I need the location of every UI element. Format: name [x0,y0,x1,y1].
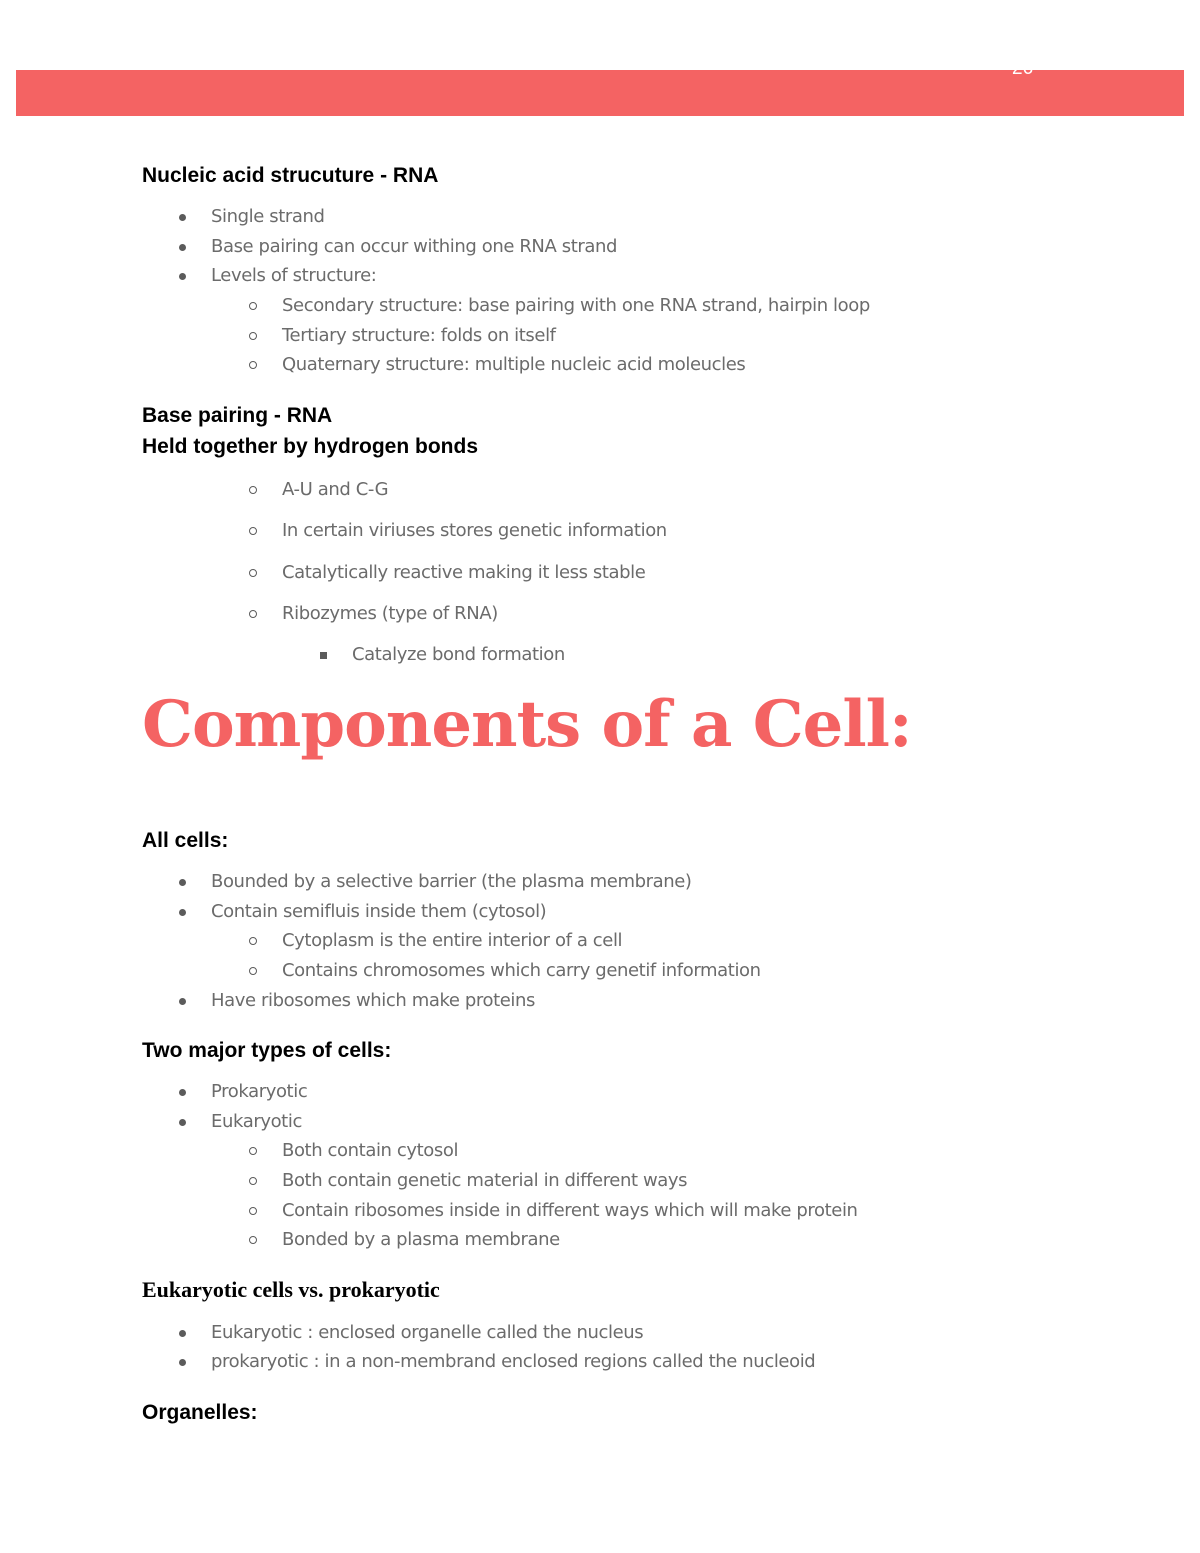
section-heading-two-types: Two major types of cells: [142,1039,392,1062]
header-bar [16,70,1184,116]
list-item [211,1320,643,1346]
circle-bullet-icon [249,569,257,577]
section-heading-euk-vs-prok: Eukaryotic cells vs. prokaryotic [142,1277,440,1302]
page-title: Components of a Cell: [142,687,912,762]
page-number: 26 [1012,58,1034,79]
disc-bullet-icon [179,909,186,916]
list-item [282,1198,858,1224]
list-item-text: Have ribosomes which make proteins [211,990,536,1011]
section-heading-organelles: Organelles: [142,1401,258,1424]
list-item-text: A-U and C-G [282,479,389,500]
list-item-text: Cytoplasm is the entire interior of a cell [282,930,623,951]
list-item [282,352,745,378]
disc-bullet-icon [179,1330,186,1337]
list-item-text: Contains chromosomes which carry genetif information [282,960,761,981]
circle-bullet-icon [249,486,257,494]
section-subheading-hydrogen-bonds: Held together by hydrogen bonds [142,435,479,458]
list-item-text: In certain viriuses stores genetic information [282,520,667,541]
list-item-text: Both contain cytosol [282,1140,459,1161]
section-heading-all-cells: All cells: [142,829,229,852]
circle-bullet-icon [249,1147,257,1155]
circle-bullet-icon [249,302,257,310]
list-item [211,899,546,925]
list-item [282,601,498,627]
circle-bullet-icon [249,1207,257,1215]
list-item [282,323,556,349]
list-item [211,988,535,1014]
list-item-text: Levels of structure: [211,265,377,286]
list-item [352,642,565,668]
section-heading-base-pairing: Base pairing - RNA [142,404,333,427]
list-item [211,263,376,289]
circle-bullet-icon [249,610,257,618]
list-item [211,869,692,895]
list-item [282,477,388,503]
list-item [282,1168,687,1194]
list-item-text: Single strand [211,206,325,227]
list-item-text: Eukaryotic : enclosed organelle called the nucleus [211,1322,644,1343]
list-item-text: prokaryotic : in a non-membrand enclosed regions called the nucleoid [211,1351,816,1372]
circle-bullet-icon [249,361,257,369]
section-heading-rna-structure: Nucleic acid strucuture - RNA [142,164,439,187]
list-item [211,204,325,230]
disc-bullet-icon [179,1089,186,1096]
list-item [282,928,622,954]
disc-bullet-icon [179,273,186,280]
disc-bullet-icon [179,1359,186,1366]
list-item [282,1227,560,1253]
square-bullet-icon [320,652,327,659]
disc-bullet-icon [179,879,186,886]
list-item [282,293,870,319]
list-item-text: Quaternary structure: multiple nucleic acid moleucles [282,354,746,375]
disc-bullet-icon [179,214,186,221]
list-item-text: Bonded by a plasma membrane [282,1229,560,1250]
list-item [282,560,645,586]
list-item-text: Tertiary structure: folds on itself [282,325,556,346]
list-item-text: Contain semifluis inside them (cytosol) [211,901,547,922]
list-item [211,234,617,260]
list-item [282,518,667,544]
list-item-text: Contain ribosomes inside in different ways which will make protein [282,1200,858,1221]
circle-bullet-icon [249,332,257,340]
disc-bullet-icon [179,244,186,251]
list-item [211,1109,302,1135]
list-item [282,1138,458,1164]
list-item-text: Catalytically reactive making it less stable [282,562,646,583]
list-item [211,1349,815,1375]
list-item-text: Ribozymes (type of RNA) [282,603,498,624]
list-item-text: Secondary structure: base pairing with one RNA strand, hairpin loop [282,295,870,316]
disc-bullet-icon [179,1119,186,1126]
list-item-text: Catalyze bond formation [352,644,565,665]
list-item-text: Bounded by a selective barrier (the plasma membrane) [211,871,692,892]
circle-bullet-icon [249,1236,257,1244]
circle-bullet-icon [249,527,257,535]
list-item-text: Prokaryotic [211,1081,308,1102]
disc-bullet-icon [179,998,186,1005]
list-item-text: Eukaryotic [211,1111,302,1132]
list-item-text: Both contain genetic material in different ways [282,1170,688,1191]
circle-bullet-icon [249,937,257,945]
list-item [211,1079,307,1105]
circle-bullet-icon [249,1177,257,1185]
list-item-text: Base pairing can occur withing one RNA strand [211,236,618,257]
circle-bullet-icon [249,967,257,975]
list-item [282,958,761,984]
